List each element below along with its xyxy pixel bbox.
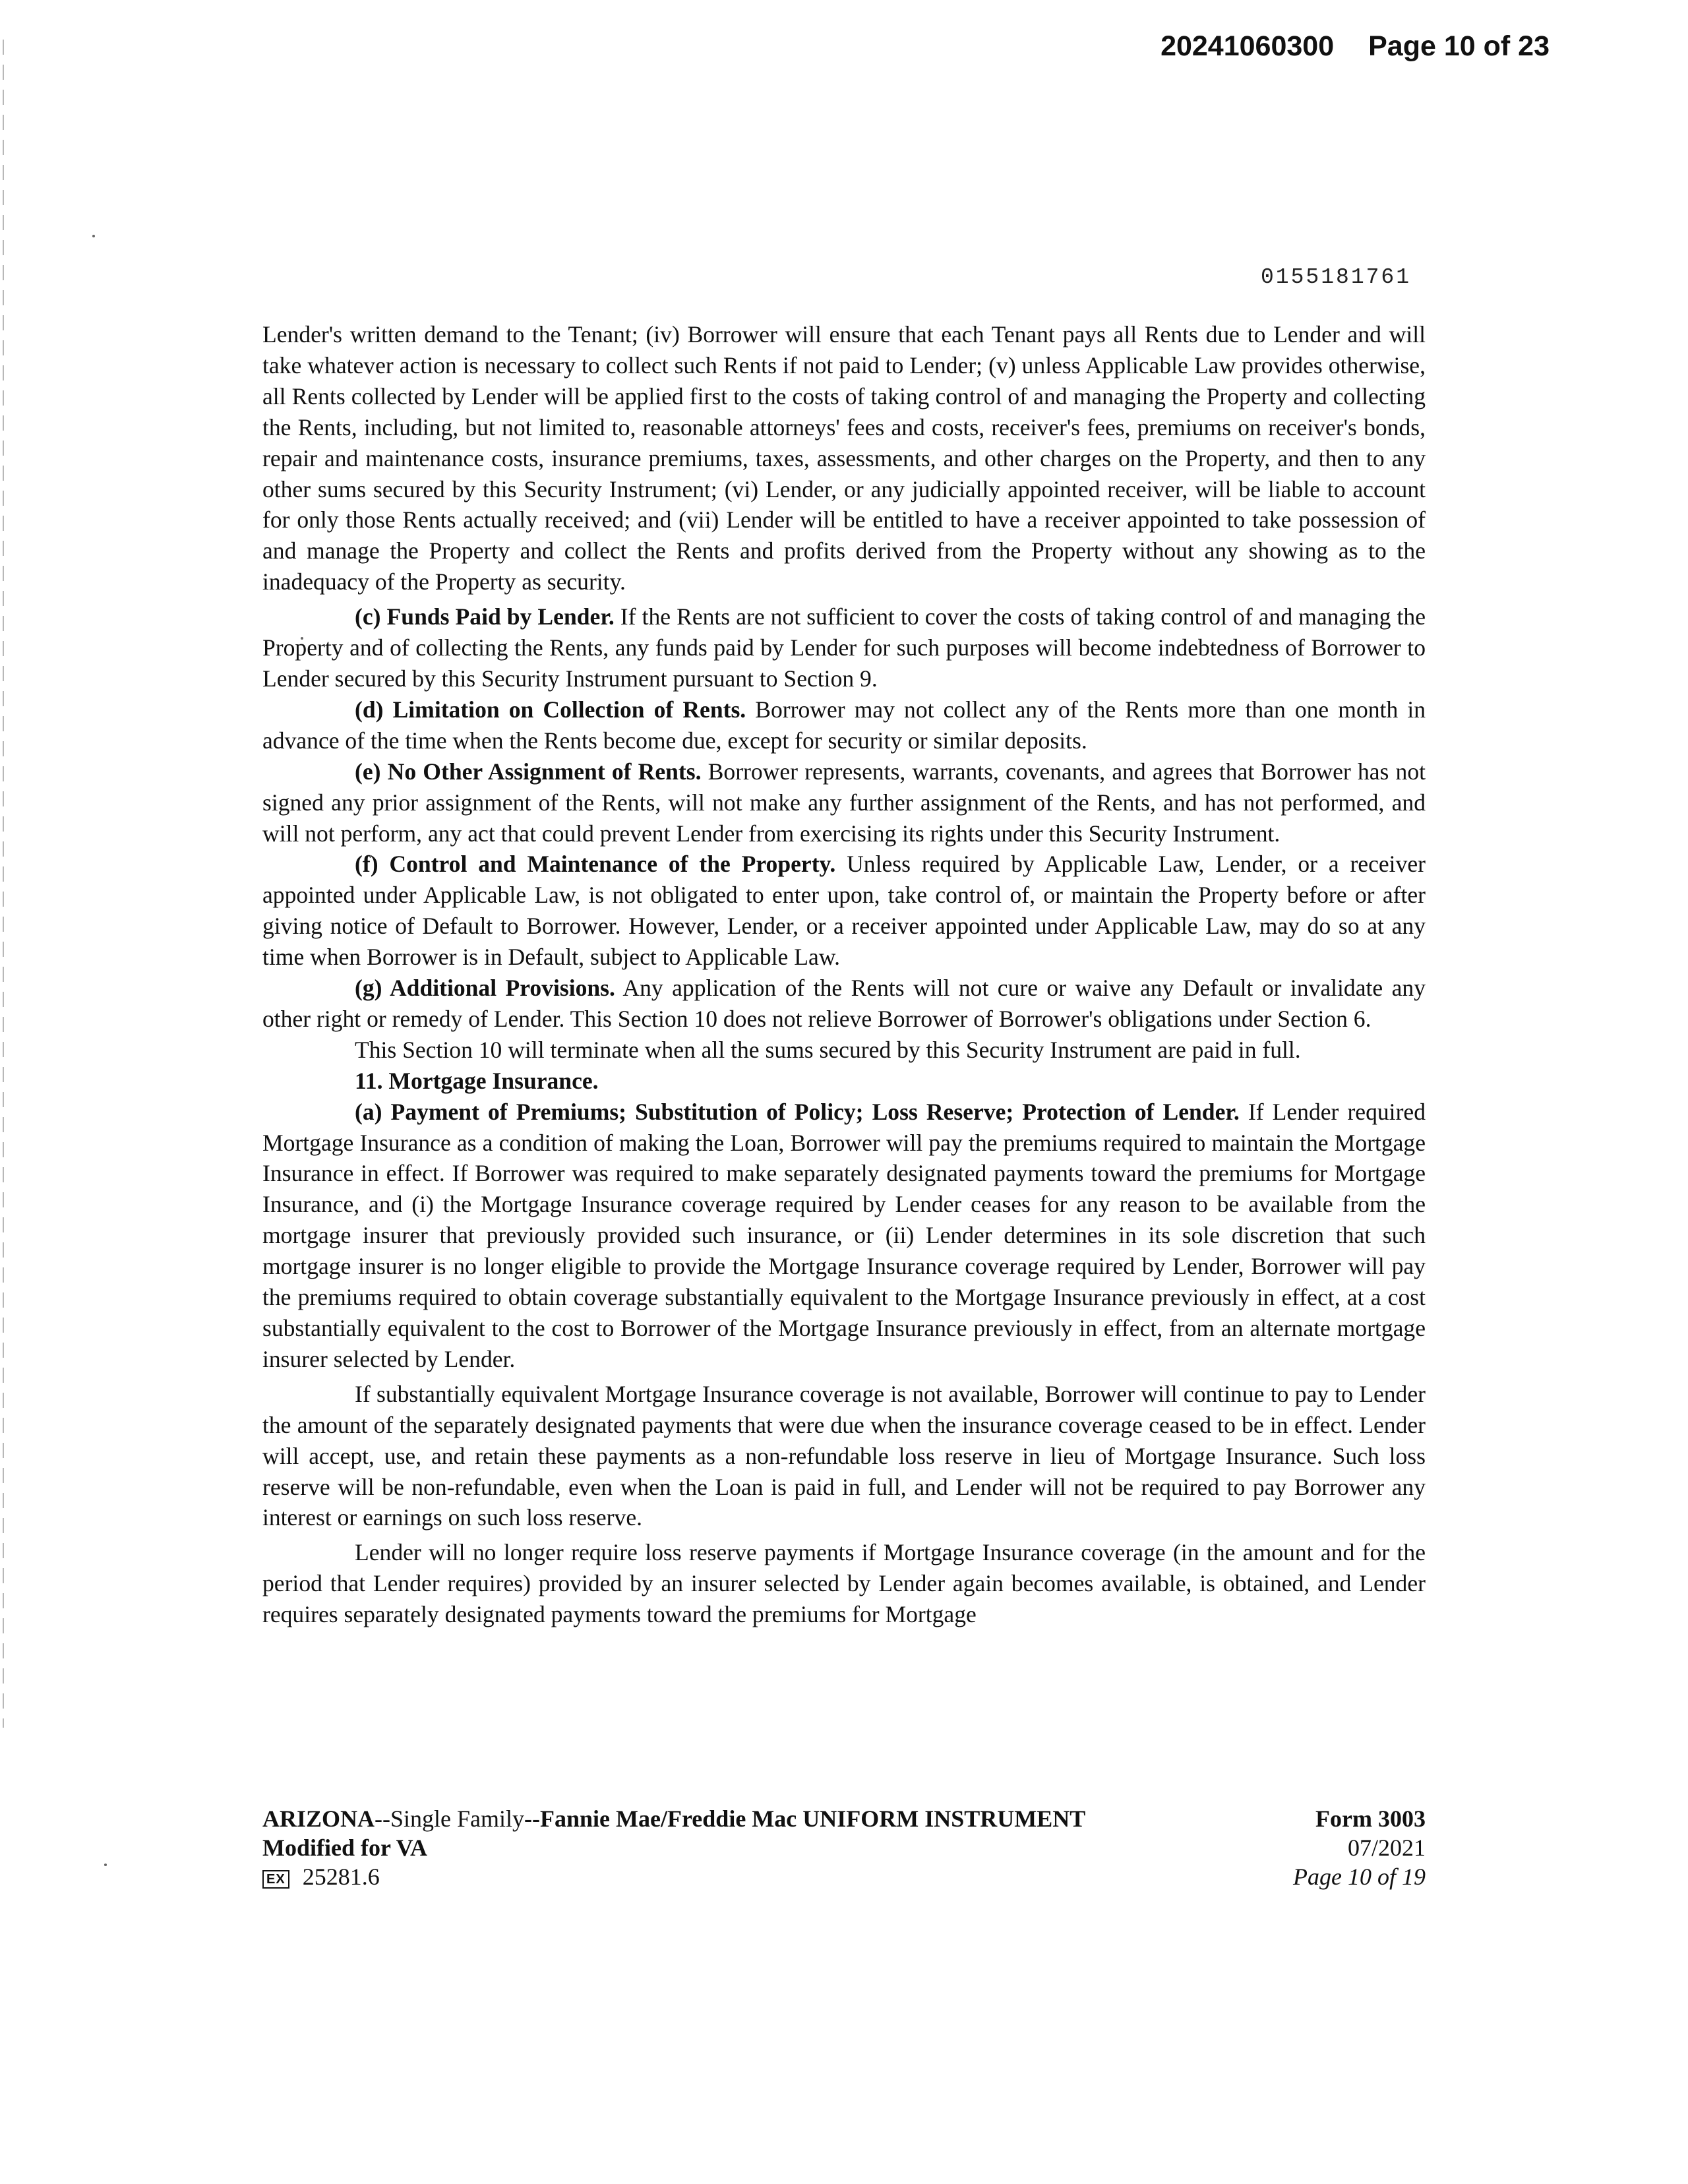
text-control-maintenance: Unless required by Applicable Law, Lender, or a receiver appointed under Applicable Law, is not obligated to enter upon, take control of, or maintain the Property before or after giving notice of Default to Borrower. However, Lender, or a receiver appointed under Applicable Law, may do so at any time when Borrower is in Default, subject to Applicable Law. (262, 851, 1426, 971)
left-scan-edge (3, 40, 4, 1728)
footer-dashes: -- (375, 1805, 390, 1832)
scan-speck (92, 235, 95, 237)
heading-payment-of-premiums: (a) Payment of Premiums; Substitution of Policy; Loss Reserve; Protection of Lender. (355, 1098, 1240, 1125)
footer-doc-code-line (262, 1862, 1085, 1891)
footer-form-date: 07/2021 (1347, 1835, 1426, 1861)
text-additional-provisions: Any application of the Rents will not cure or waive any Default or invalidate any other right or remedy of Lender. This Section 10 does not relieve Borrower of Borrower's obligations under Section 6. (262, 975, 1426, 1032)
paragraph-payment-of-premiums (262, 1097, 1426, 1375)
footer-doc-code: 25281.6 (302, 1864, 380, 1890)
paragraph-funds-paid (262, 601, 1426, 694)
paragraph-no-other-assignment (262, 756, 1426, 849)
footer-right (1293, 1804, 1426, 1891)
paragraph-equivalent-coverage: If substantially equivalent Mortgage Insurance coverage is not available, Borrower will continue to pay to Lender the amount of the separately designated payments that were due when the insurance coverage ceased to be in effect. Lender will accept, use, and retain these payments as a non-refundable loss reserve in lieu of Mortgage Insurance. Such loss reserve will be non-refundable, even when the Loan is paid in full, and Lender will not be required to pay Borrower any interest or earnings on such loss reserve. (262, 1380, 1426, 1531)
footer-property-type: Single Family (390, 1805, 525, 1832)
scan-speck (104, 1864, 107, 1866)
heading-no-other-assignment: (e) No Other Assignment of Rents. (355, 758, 702, 785)
footer-dashes: -- (524, 1805, 540, 1832)
heading-limitation: (d) Limitation on Collection of Rents. (355, 696, 746, 723)
heading-funds-paid: (c) Funds Paid by Lender. (355, 603, 615, 630)
footer-modified: Modified for VA (262, 1835, 428, 1861)
heading-additional-provisions: (g) Additional Provisions. (355, 975, 615, 1002)
footer-instrument: Fannie Mae/Freddie Mac UNIFORM INSTRUMENT (540, 1805, 1086, 1832)
heading-control-maintenance: (f) Control and Maintenance of the Property. (355, 851, 836, 878)
text-no-other-assignment: Borrower represents, warrants, covenants, and agrees that Borrower has not signed any prior assignment of the Rents, will not make any further assignment of the Rents, and has not performed, and will not perform, any act that could prevent Lender from exercising its rights under this Security Instrument. (262, 758, 1426, 847)
footer-instrument-line (262, 1804, 1085, 1833)
paragraph-limitation (262, 694, 1426, 756)
footer-form-number: Form 3003 (1315, 1805, 1426, 1832)
loan-number: 0155181761 (1261, 265, 1412, 289)
text-limitation: Borrower may not collect any of the Rents more than one month in advance of the time when the Rents become due, except for security or similar deposits. (262, 696, 1426, 754)
footer-left (262, 1804, 1085, 1891)
paragraph-rents-continued: Lender's written demand to the Tenant; (iv) Borrower will ensure that each Tenant pays all Rents due to Lender and will take whatever action is necessary to collect such Rents if not paid to Lender; (v) unless Applicable Law provides otherwise, all Rents collected by Lender will be applied first to the costs of taking control of and managing the Property and collecting the Rents, including, but not limited to, reasonable attorneys' fees and costs, receiver's fees, premiums on receiver's bonds, repair and maintenance costs, insurance premiums, taxes, assessments, and other charges on the Property, and then to any other sums secured by this Security Instrument; (vi) Lender, or any judicially appointed receiver, will be liable to account for only those Rents actually received; and (vii) Lender will be entitled to have a receiver appointed to take possession of and manage the Property and collect the Rents and profits derived from the Property without any showing as to the inadequacy of the Property as security. (262, 321, 1426, 595)
paragraph-loss-reserve: Lender will no longer require loss reserve payments if Mortgage Insurance coverage (in the amount and for the period that Lender requires) provided by an insurer selected by Lender again becomes available, is obtained, and Lender requires separately designated payments toward the premiums for Mortgage (262, 1539, 1426, 1628)
paragraph-section-terminate: This Section 10 will terminate when all the sums secured by this Security Instrument are paid in full. (355, 1036, 1301, 1063)
recording-page-label: Page 10 of 23 (1368, 30, 1550, 62)
ex-logo-icon: EX (262, 1870, 289, 1889)
recording-stamp (1160, 30, 1550, 63)
text-funds-paid: If the Rents are not sufficient to cover the costs of taking control of and managing the Property and of collecting the Rents, any funds paid by Lender for such purposes will become indebtedness of Borrower to Lender secured by this Security Instrument pursuant to Section 9. (262, 603, 1426, 692)
footer-form-page: Page 10 of 19 (1293, 1864, 1426, 1890)
recording-number: 20241060300 (1160, 30, 1335, 62)
footer-state: ARIZONA (262, 1805, 375, 1832)
text-payment-of-premiums: If Lender required Mortgage Insurance as a condition of making the Loan, Borrower will pay the premiums required to maintain the Mortgage Insurance in effect. If Borrower was required to make separately designated payments toward the premiums for Mortgage Insurance, and (i) the Mortgage Insurance coverage required by Lender ceases for any reason to be available from the mortgage insurer that previously provided such insurance, or (ii) Lender determines in its sole discretion that such mortgage insurer is no longer eligible to provide the Mortgage Insurance coverage required by Lender, Borrower will pay the premiums required to obtain coverage substantially equivalent to the Mortgage Insurance previously in effect, at a cost substantially equivalent to the cost to Borrower of the Mortgage Insurance previously in effect, from an alternate mortgage insurer selected by Lender. (262, 1098, 1426, 1372)
paragraph-additional-provisions (262, 973, 1426, 1035)
paragraph-control-maintenance (262, 849, 1426, 973)
document-body (262, 319, 1426, 1630)
heading-mortgage-insurance: 11. Mortgage Insurance. (355, 1067, 599, 1094)
section-11-heading (262, 1066, 1426, 1097)
